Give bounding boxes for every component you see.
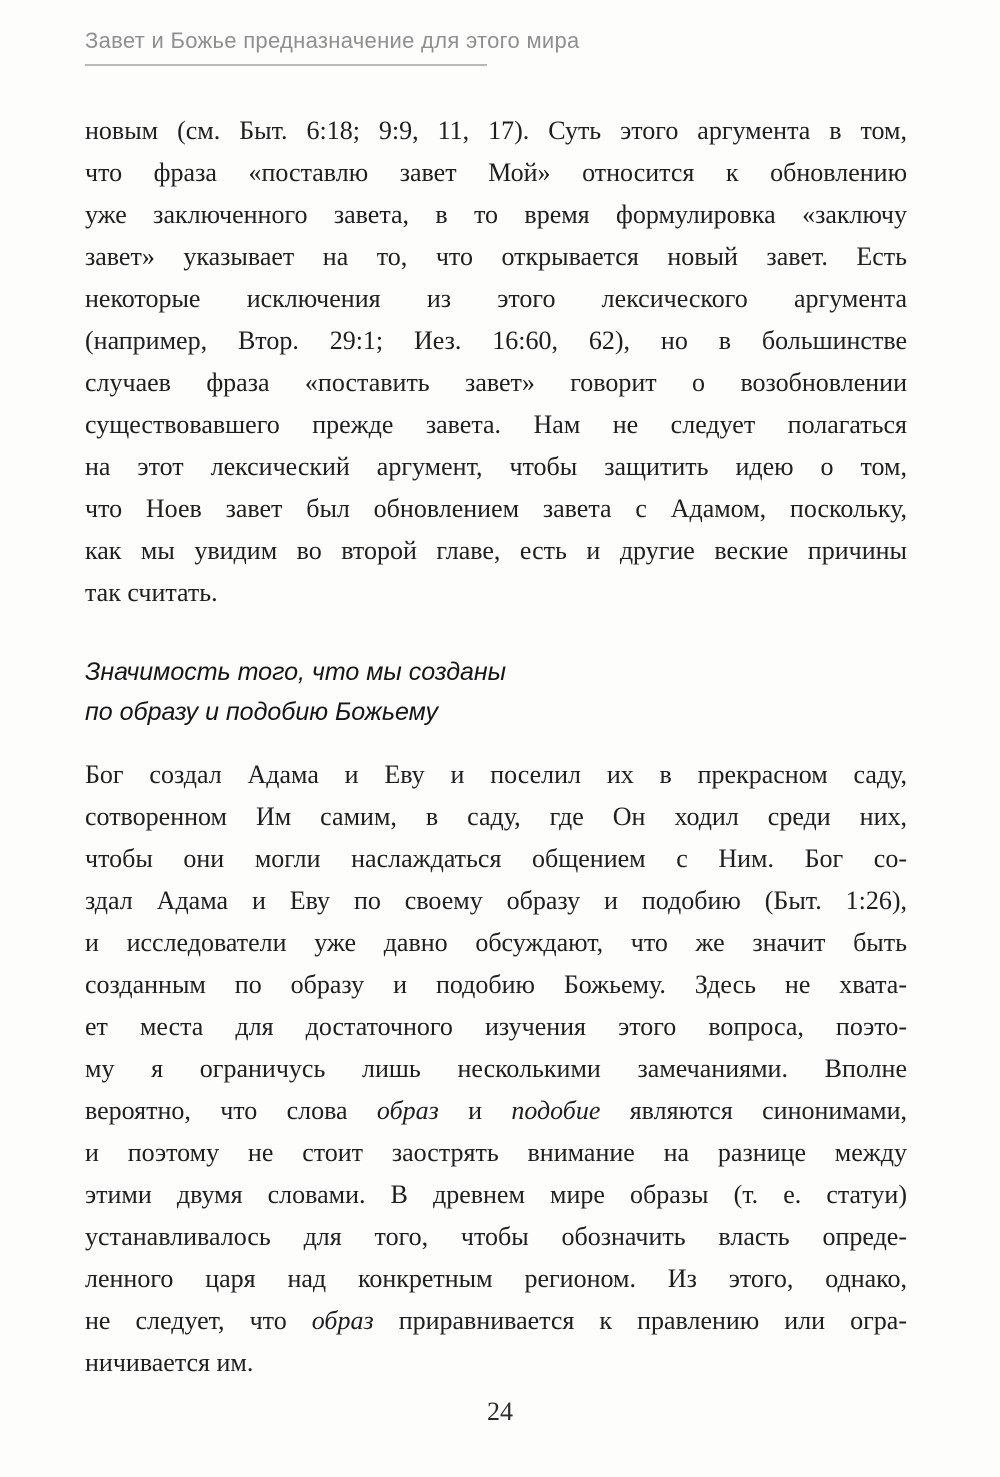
emphasized-term: образ xyxy=(376,1096,439,1125)
text-line xyxy=(85,1174,907,1216)
text-segment: по образу и подобию Божьему xyxy=(85,698,438,726)
text-segment: новым (см. Быт. 6:18; 9:9, 11, 17). Суть этого аргумента в том, xyxy=(85,116,907,145)
text-line xyxy=(85,652,907,692)
text-line xyxy=(85,964,907,1006)
text-line xyxy=(85,320,907,362)
text-segment: что фраза «поставлю завет Мой» относится к обновлению xyxy=(85,158,907,187)
text-segment: устанавливалось для того, чтобы обозначить власть опреде- xyxy=(85,1222,907,1251)
text-line xyxy=(85,236,907,278)
text-line xyxy=(85,838,907,880)
text-line xyxy=(85,194,907,236)
text-segment: здал Адама и Еву по своему образу и подобию (Быт. 1:26), xyxy=(85,886,907,915)
page-number: 24 xyxy=(487,1397,513,1426)
text-segment: созданным по образу и подобию Божьему. Здесь не хвата- xyxy=(85,970,907,999)
text-segment: вероятно, что слова xyxy=(85,1096,377,1125)
header-rule-divider xyxy=(85,64,487,66)
text-segment: и поэтому не стоит заострять внимание на разнице между xyxy=(85,1138,907,1167)
page-header xyxy=(85,28,907,66)
text-segment: Значимость того, что мы созданы xyxy=(85,658,507,686)
text-segment: некоторые исключения из этого лексического аргумента xyxy=(85,284,907,313)
text-segment: являются синонимами, xyxy=(600,1096,907,1125)
text-line xyxy=(85,572,907,614)
text-line xyxy=(85,110,907,152)
text-segment: ничивается им. xyxy=(85,1348,254,1377)
text-segment: (например, Втор. 29:1; Иез. 16:60, 62), но в большинстве xyxy=(85,326,907,355)
text-line xyxy=(85,1216,907,1258)
emphasized-term: образ xyxy=(311,1306,374,1335)
page-body xyxy=(85,110,907,1384)
text-segment: сотворенном Им самим, в саду, где Он ходил среди них, xyxy=(85,802,907,831)
text-line xyxy=(85,1132,907,1174)
text-line xyxy=(85,362,907,404)
text-line xyxy=(85,488,907,530)
text-line xyxy=(85,1258,907,1300)
text-line xyxy=(85,754,907,796)
text-segment: что Ноев завет был обновлением завета с Адамом, поскольку, xyxy=(85,494,907,523)
text-segment: случаев фраза «поставить завет» говорит о возобновлении xyxy=(85,368,907,397)
text-line xyxy=(85,880,907,922)
text-line xyxy=(85,446,907,488)
text-line xyxy=(85,1048,907,1090)
paragraph-image-likeness xyxy=(85,754,907,1384)
text-segment: ленного царя над конкретным регионом. Из этого, однако, xyxy=(85,1264,907,1293)
text-line xyxy=(85,922,907,964)
text-line xyxy=(85,1300,907,1342)
text-segment: и xyxy=(438,1096,512,1125)
text-segment: уже заключенного завета, в то время формулировка «заключу xyxy=(85,200,907,229)
text-segment: как мы увидим во второй главе, есть и другие веские причины xyxy=(85,536,907,565)
text-segment: и исследователи уже давно обсуждают, что же значит быть xyxy=(85,928,907,957)
text-segment: существовавшего прежде завета. Нам не следует полагаться xyxy=(85,410,907,439)
text-line xyxy=(85,404,907,446)
text-line xyxy=(85,278,907,320)
text-line xyxy=(85,1090,907,1132)
text-line xyxy=(85,530,907,572)
text-line xyxy=(85,152,907,194)
text-line xyxy=(85,1342,907,1384)
text-segment: на этот лексический аргумент, чтобы защитить идею о том, xyxy=(85,452,907,481)
text-segment: этими двумя словами. В древнем мире образы (т. е. статуи) xyxy=(85,1180,907,1209)
running-header-title: Завет и Божье предназначение для этого мира xyxy=(85,28,580,53)
text-line xyxy=(85,796,907,838)
text-segment: не следует, что xyxy=(85,1306,312,1335)
text-segment: Бог создал Адама и Еву и поселил их в прекрасном саду, xyxy=(85,760,907,789)
emphasized-term: подобие xyxy=(511,1096,601,1125)
text-line xyxy=(85,1006,907,1048)
text-segment: приравнивается к правлению или огра- xyxy=(373,1306,907,1335)
text-segment: завет» указывает на то, что открывается новый завет. Есть xyxy=(85,242,907,271)
text-segment: ет места для достаточного изучения этого вопроса, поэто- xyxy=(85,1012,907,1041)
text-segment: му я ограничусь лишь несколькими замечаниями. Вполне xyxy=(85,1054,907,1083)
text-segment: так считать. xyxy=(85,578,218,607)
paragraph-covenant-argument xyxy=(85,110,907,614)
section-subheading xyxy=(85,652,907,732)
text-segment: чтобы они могли наслаждаться общением с Ним. Бог со- xyxy=(85,844,907,873)
text-line xyxy=(85,692,907,732)
